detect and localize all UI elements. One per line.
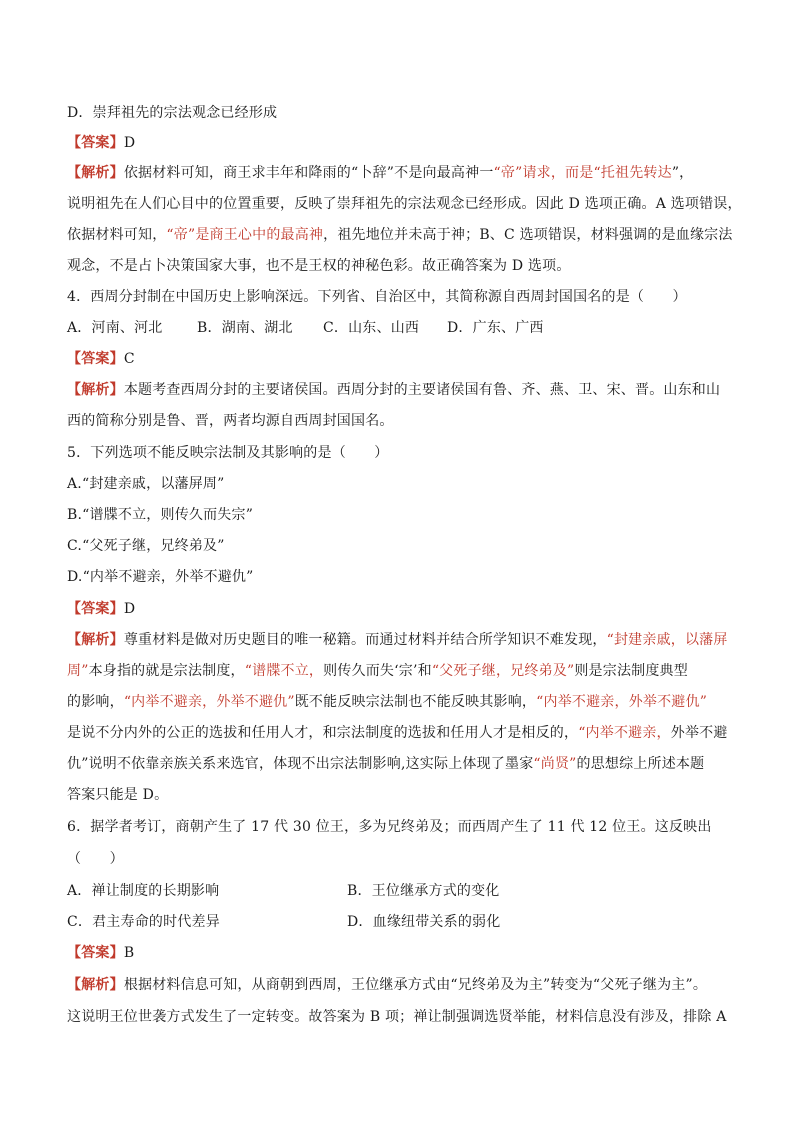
q6-options-row-2: [67, 912, 737, 932]
q5-option-b: B.“谱牒不立，则传久而失宗”: [67, 507, 254, 523]
q5-analysis-line-2: [67, 661, 737, 681]
analysis-tag: 【解析】: [67, 977, 124, 993]
q6-stem-line-1: 6．据学者考订，商朝产生了 17 代 30 位王，多为兄终弟及；而西周产生了 11 代 12 位王。这反映出: [67, 819, 712, 835]
analysis-text: 尊重材料是做对历史题目的唯一秘籍。而通过材料并结合所学知识不难发现，: [123, 632, 607, 648]
analysis-text: ”，: [671, 165, 694, 181]
analysis-highlight: “尚贤”: [533, 756, 577, 772]
q6-stem-line-2: （ ）: [67, 851, 124, 867]
q4-stem: 4．西周分封制在中国历史上影响深远。下列省、自治区中，其简称源自西周封国国名的是（ ）: [67, 289, 687, 305]
analysis-highlight: “帝”是商王心中的最高神: [166, 227, 324, 243]
answer-tag: 【答案】: [67, 945, 124, 961]
q5-answer: [67, 599, 737, 619]
q3-answer: [67, 133, 737, 153]
answer-tag: 【答案】: [67, 351, 124, 367]
analysis-highlight: “父死子继，兄终弟及”: [431, 663, 575, 679]
q6-analysis-line-1: [67, 975, 737, 995]
q4-analysis-line-2: 西的简称分别是鲁、晋，两者均源自西周封国国名。: [67, 413, 394, 429]
analysis-text: ，祖先地位并未高于神；B、C 选项错误，材料强调的是血缘宗法: [323, 227, 733, 243]
analysis-text: 外举不避: [670, 725, 728, 741]
q4-option-a: A．河南、河北: [67, 320, 163, 336]
analysis-highlight: “内举不避亲，外举不避仇”: [536, 694, 708, 710]
analysis-text: 依据材料可知，: [67, 227, 167, 243]
q6-options-row-1: [67, 881, 737, 901]
answer-tag: 【答案】: [67, 135, 124, 151]
q3-analysis-line-1: [67, 163, 737, 183]
answer-tag: 【答案】: [67, 601, 124, 617]
q4-option-d: D．广东、广西: [447, 320, 544, 336]
q4-option-b: B．湖南、湖北: [197, 320, 293, 336]
q3-analysis-line-4: 观念，不是占卜决策国家大事，也不是王权的神秘色彩。故正确答案为 D 选项。: [67, 258, 571, 274]
q5-analysis-line-6: 答案只能是 D。: [67, 787, 169, 803]
analysis-text: 的影响，: [67, 694, 124, 710]
q6-option-b: B．王位继承方式的变化: [347, 883, 500, 899]
analysis-text: 既不能反映宗法制也不能反映其影响，: [294, 694, 537, 710]
q4-option-c: C．山东、山西: [323, 320, 420, 336]
analysis-highlight: 周”: [67, 663, 89, 679]
q4-options: [67, 318, 737, 338]
q6-answer: [67, 943, 737, 963]
q5-stem: 5．下列选项不能反映宗法制及其影响的是（ ）: [67, 445, 389, 461]
q6-analysis-line-2: 这说明王位世袭方式发生了一定转变。故答案为 B 项；禅让制强调选贤举能，材料信息没有涉及，排除 A: [67, 1009, 727, 1025]
analysis-text: 的思想综上所述本题: [576, 756, 705, 772]
answer-value: C: [123, 351, 135, 367]
q5-analysis-line-3: [67, 692, 737, 712]
answer-value: D: [123, 601, 136, 617]
q6-option-c: C．君主寿命的时代差异: [67, 914, 220, 930]
analysis-highlight: “谱牒不立，: [244, 663, 324, 679]
q5-analysis-line-5: [67, 754, 737, 774]
q4-answer: [67, 349, 737, 369]
answer-value: B: [123, 945, 135, 961]
q3-analysis-line-3: [67, 225, 737, 245]
q5-option-c: C.“父死子继，兄终弟及”: [67, 538, 225, 554]
analysis-tag: 【解析】: [67, 632, 124, 648]
analysis-text: 则传久而失‘宗’和: [323, 663, 432, 679]
analysis-text: 本身指的就是宗法制度，: [88, 663, 245, 679]
q5-analysis-line-4: [67, 723, 737, 743]
analysis-tag: 【解析】: [67, 165, 124, 181]
q6-option-a: A．禅让制度的长期影响: [67, 883, 220, 899]
analysis-text: 仇”说明不依靠亲族关系来选官，体现不出宗法制影响,这实际上体现了墨家: [67, 756, 534, 772]
analysis-text: 依据材料可知，商王求丰年和降雨的“卜辞”不是向最高神一: [123, 165, 494, 181]
q4-analysis-line-1: [67, 380, 737, 400]
analysis-text: 是说不分内外的公正的选拔和任用人才，和宗法制度的选拔和任用人才是相反的，: [67, 725, 579, 741]
q6-option-d: D．血缘纽带关系的弱化: [347, 914, 501, 930]
analysis-highlight: “内举不避亲，外举不避仇”: [123, 694, 295, 710]
analysis-tag: 【解析】: [67, 382, 124, 398]
q5-option-a: A.“封建亲戚，以藩屏周”: [67, 476, 225, 492]
analysis-text: 则是宗法制度典型: [574, 663, 688, 679]
analysis-highlight: “封建亲戚，以藩屏: [606, 632, 728, 648]
analysis-highlight: “内举不避亲，: [578, 725, 671, 741]
analysis-text: 本题考查西周分封的主要诸侯国。西周分封的主要诸侯国有鲁、齐、燕、卫、宋、晋。山东和山: [123, 382, 721, 398]
analysis-highlight: “帝”请求，而是“托祖先转达: [493, 165, 672, 181]
answer-value: D: [123, 135, 136, 151]
q5-option-d: D.“内举不避亲，外举不避仇”: [67, 569, 254, 585]
analysis-text: 根据材料信息可知，从商朝到西周，王位继承方式由“兄终弟及为主”转变为“父死子继为主”。: [123, 977, 708, 993]
q3-option-d: D．崇拜祖先的宗法观念已经形成: [67, 105, 278, 121]
q5-analysis-line-1: [67, 630, 737, 650]
q3-analysis-line-2: 说明祖先在人们心目中的位置重要，反映了崇拜祖先的宗法观念已经形成。因此 D 选项正确。A 选项错误，: [67, 196, 742, 212]
